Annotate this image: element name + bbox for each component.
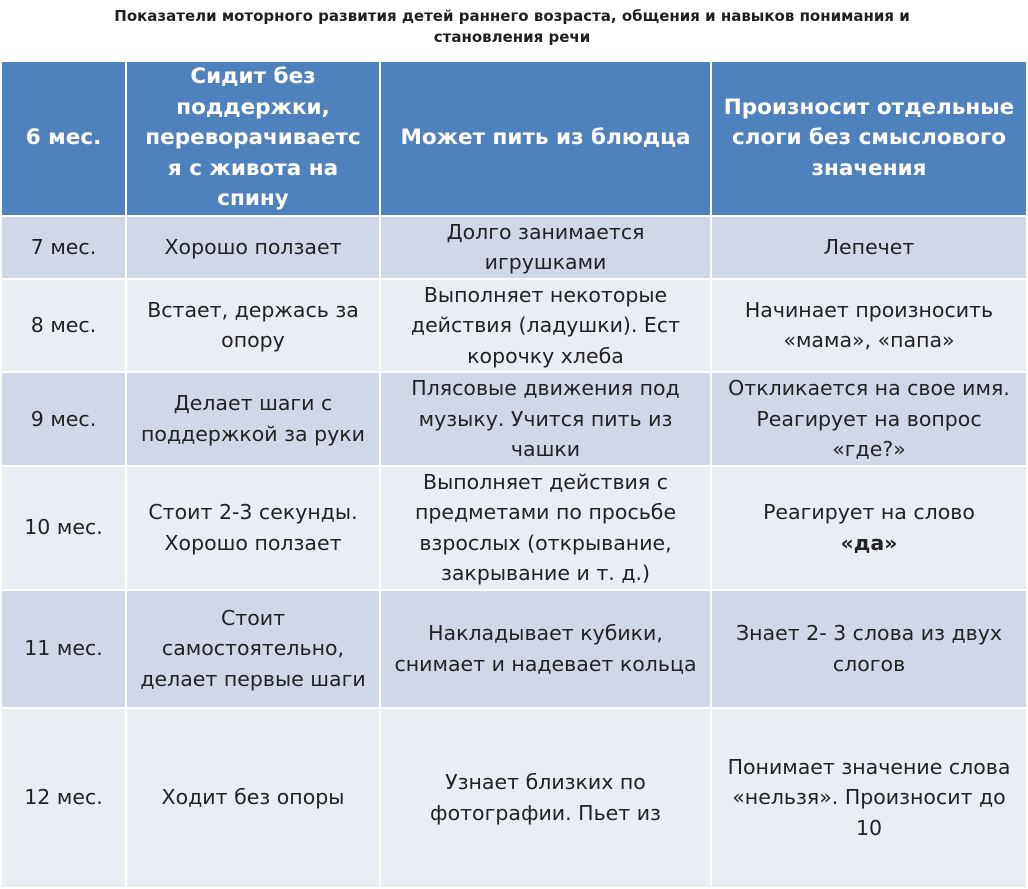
table-header-row [1,61,1027,216]
cell-speech: Лепечет [711,216,1027,279]
header-cell-actions: Может пить из блюдца [380,61,711,216]
cell-speech: Откликается на свое имя. Реагирует на вопрос «где?» [711,372,1027,466]
cell-age: 10 мес. [1,466,126,590]
cell-age: 8 мес. [1,279,126,373]
table-row [1,372,1027,466]
cell-speech: Знает 2- 3 слова из двух слогов [711,590,1027,708]
development-table [0,60,1028,889]
table-row [1,216,1027,279]
cell-actions: Узнает близких по фотографии. Пьет из [380,708,711,888]
table-row [1,466,1027,590]
cell-age: 11 мес. [1,590,126,708]
slide-title [0,6,1024,48]
cell-age: 7 мес. [1,216,126,279]
cell-actions: Плясовые движения под музыку. Учится пить из чашки [380,372,711,466]
slide-title-line-1: Показатели моторного развития детей раннего возраста, общения и навыков понимания и [114,7,910,25]
cell-motor: Делает шаги с поддержкой за руки [126,372,380,466]
table-row [1,279,1027,373]
cell-speech [711,466,1027,590]
cell-age: 12 мес. [1,708,126,888]
cell-motor: Хорошо ползает [126,216,380,279]
cell-actions: Выполняет действия с предметами по просьбе взрослых (открывание, закрывание и т. д.) [380,466,711,590]
cell-actions: Выполняет некоторые действия (ладушки). Ест корочку хлеба [380,279,711,373]
header-cell-age: 6 мес. [1,61,126,216]
header-cell-motor: Сидит без поддержки, переворачиваетс я с живота на спину [126,61,380,216]
cell-speech: Понимает значение слова «нельзя». Произносит до 10 [711,708,1027,888]
cell-motor: Встает, держась за опору [126,279,380,373]
cell-actions: Накладывает кубики, снимает и надевает кольца [380,590,711,708]
header-cell-speech: Произносит отдельные слоги без смыслового значения [711,61,1027,216]
cell-actions: Долго занимается игрушками [380,216,711,279]
cell-motor: Ходит без опоры [126,708,380,888]
cell-speech-text: Реагирует на слово [763,500,975,524]
table-row [1,590,1027,708]
cell-age: 9 мес. [1,372,126,466]
cell-speech-bold-word: «да» [840,530,898,555]
table-row [1,708,1027,888]
cell-motor: Стоит 2-3 секунды. Хорошо ползает [126,466,380,590]
slide-title-line-2: становления речи [433,28,591,46]
cell-motor: Стоит самостоятельно, делает первые шаги [126,590,380,708]
cell-speech: Начинает произносить «мама», «папа» [711,279,1027,373]
